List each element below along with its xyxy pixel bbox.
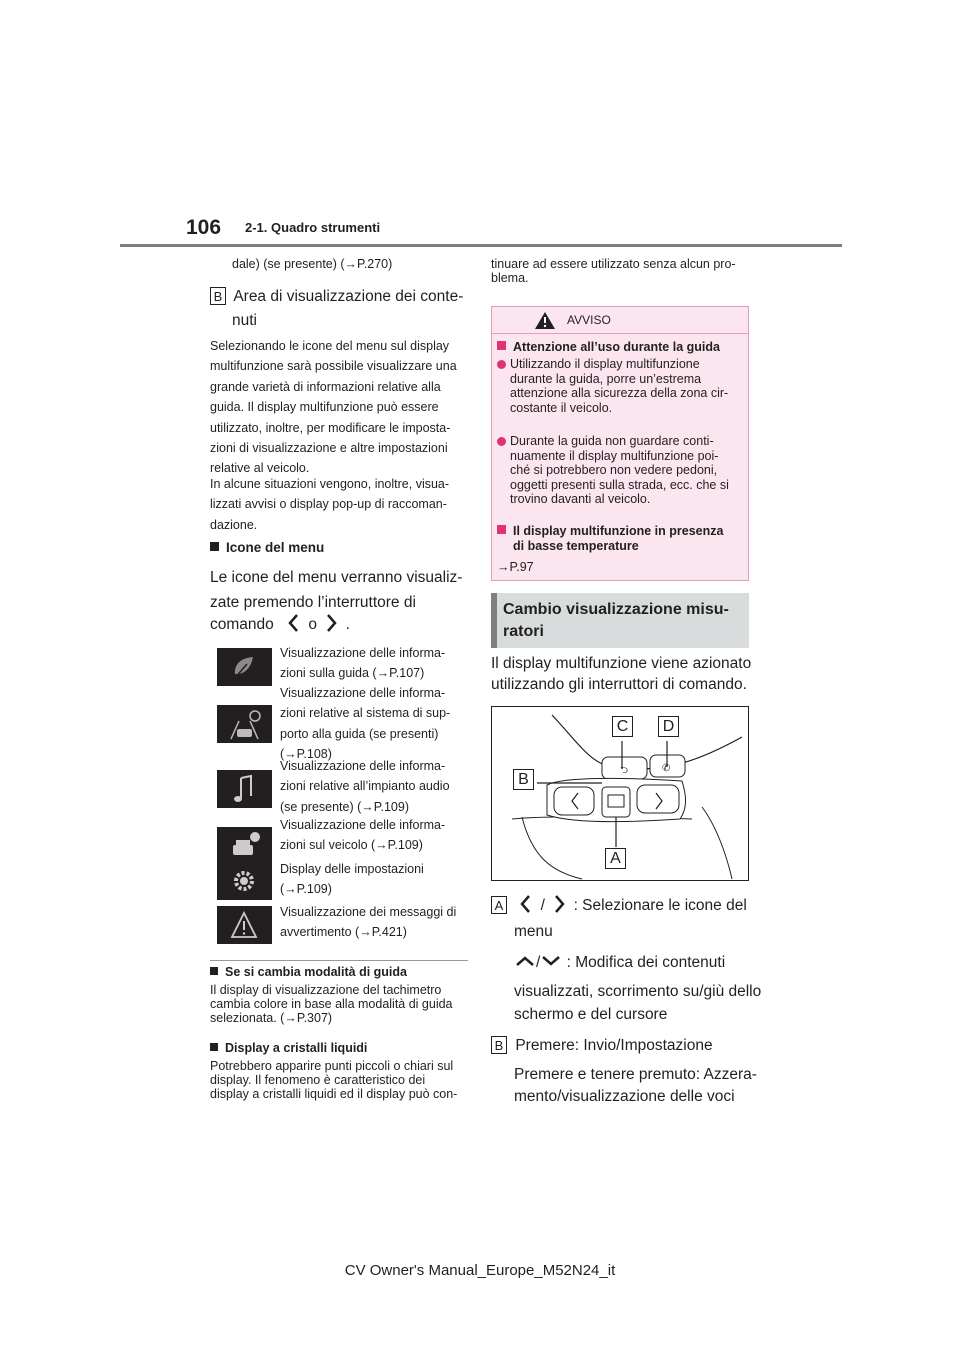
menu-item-5 (280, 859, 424, 900)
notes-separator (210, 960, 468, 961)
menu-item-text: avvertimento (→P.421) (280, 925, 407, 940)
warning-line: nuamente il display multifunzione poi- (510, 448, 719, 463)
callout-a: A (605, 848, 626, 869)
continued-line: blema. (491, 271, 529, 285)
menu-item-text: zioni relative al sistema di sup- (280, 706, 451, 721)
menu-item-text: zioni relative all’impianto audio (280, 779, 450, 794)
paragraph-2-line: dazione. (210, 517, 258, 532)
warning-line: trovino davanti al veicolo. (510, 492, 651, 506)
note-line: Potrebbero apparire punti piccoli o chiari sul (210, 1059, 454, 1073)
leaf-icon (217, 648, 272, 686)
warning-title: AVVISO (567, 313, 611, 327)
warning-triangle-icon (534, 311, 556, 330)
paragraph-1-line: multifunzione sarà possibile visualizzare una (210, 359, 457, 374)
menu-item-text: (→P.108) (280, 747, 332, 762)
note1-title: Se si cambia modalità di guida (210, 965, 407, 980)
intro-line: Il display multifunzione viene azionato (491, 655, 752, 672)
paragraph-1-line: zioni di visualizzazione e altre impostazioni (210, 441, 448, 456)
chevron-down-icon (540, 953, 562, 969)
menu-item-text: porto alla guida (se presenti) (280, 726, 439, 741)
header-rule (120, 244, 842, 247)
menu-item-6 (280, 902, 456, 943)
chevron-right-icon (321, 612, 341, 634)
paragraph-1-line: guida. Il display multifunzione può essere (210, 400, 439, 415)
menu-item-1 (280, 643, 445, 684)
warning-line: oggetti presenti sulla strada, ecc. che si (510, 477, 729, 492)
menu-item-text: zioni sul veicolo (→P.109) (280, 838, 423, 853)
icons-intro-line3: comando o . (210, 612, 350, 634)
menu-item-text: (se presente) (→P.109) (280, 799, 409, 814)
icons-intro-line: zate premendo l’interruttore di (210, 594, 416, 611)
menu-item-text: zioni sulla guida (→P.107) (280, 666, 425, 681)
b-line3: mento/visualizzazione delle voci (514, 1088, 735, 1105)
note-line: display a cristalli liquidi ed il display può con- (210, 1087, 458, 1101)
paragraph-1-line: relative al veicolo. (210, 461, 310, 476)
section-heading-bar (491, 593, 497, 648)
warning-ref: →P.97 (497, 560, 534, 574)
paragraph-1-line: Selezionando le icone del menu sul display (210, 339, 450, 353)
b-line2: Premere e tenere premuto: Azzera- (514, 1066, 757, 1083)
warning-line: ché si potrebbero non vedere pedoni, (510, 463, 718, 477)
square-bullet-icon (497, 341, 506, 350)
paragraph-1-line: grande varietà di informazioni relative alla (210, 379, 441, 394)
page-footer: CV Owner's Manual_Europe_M52N24_it (344, 1262, 616, 1279)
continued-line: tinuare ad essere utilizzato senza alcun pro- (491, 257, 736, 271)
a-line4: visualizzati, scorrimento su/giù dello (514, 983, 762, 1000)
menu-item-4 (280, 815, 445, 856)
menu-item-text: Display delle impostazioni (280, 862, 424, 876)
warning-sub2-line2: di basse temperature (513, 539, 639, 553)
chevron-right-icon (549, 893, 569, 915)
page-number: 106 (186, 216, 222, 239)
b-title-line1: Area di visualizzazione dei conte- (233, 288, 464, 305)
paragraph-2-line: lizzati avvisi o display pop-up di raccoman- (210, 497, 447, 512)
note2-title: Display a cristalli liquidi (210, 1041, 367, 1056)
warning-bullet2 (510, 434, 729, 507)
menu-item-3 (280, 756, 450, 817)
callout-d: D (658, 716, 679, 737)
icons-intro-line: Le icone del menu verranno visualiz- (210, 569, 463, 586)
icons-intro (210, 565, 462, 615)
warning-bullet1 (510, 357, 728, 415)
steering-switch-diagram (491, 706, 749, 881)
chevron-up-icon (514, 953, 536, 969)
b-line1: B Premere: Invio/Impostazione (491, 1036, 713, 1055)
note-line: display. Il fenomeno è caratteristico dei (210, 1073, 426, 1087)
menu-item-text: Visualizzazione dei messaggi di (280, 905, 457, 919)
warning-sub2: Il display multifunzione in presenza di basse temperature (497, 524, 723, 554)
note1-body (210, 983, 453, 1025)
warning-line: Utilizzando il display multifunzione (510, 357, 700, 371)
section-title: 2-1. Quadro strumenti (245, 220, 381, 235)
b-label-box: B (210, 287, 226, 305)
paragraph-2-line: In alcune situazioni vengono, inoltre, visua- (210, 477, 450, 491)
warning-triangle-icon (217, 906, 272, 944)
menu-item-text: Visualizzazione delle informa- (280, 646, 446, 660)
note-line: Il display di visualizzazione del tachimetro (210, 983, 442, 997)
section-heading (503, 599, 729, 643)
dot-bullet-icon (497, 360, 506, 369)
right-continued (491, 257, 736, 285)
warning-header (491, 306, 749, 334)
a-line3: / : Modifica dei contenuti (514, 953, 725, 972)
svg-text:✆: ✆ (662, 763, 671, 774)
note2-body (210, 1059, 457, 1101)
svg-text:⮌: ⮌ (620, 765, 629, 776)
warning-line: attenzione alla sicurezza della zona cir- (510, 386, 729, 400)
paragraph-1 (210, 336, 457, 479)
driving-support-icon (217, 705, 272, 743)
menu-item-text: Visualizzazione delle informa- (280, 759, 446, 773)
vehicle-info-icon (217, 827, 272, 865)
intro-text (491, 654, 751, 695)
a-line1: A / : Selezionare le icone del (491, 893, 747, 915)
menu-item-2 (280, 683, 450, 765)
intro-line: utilizzando gli interruttori di comando. (491, 675, 747, 693)
menu-item-text: Visualizzazione delle informa- (280, 686, 446, 700)
note-line: cambia colore in base alla modalità di guida (210, 997, 453, 1011)
a-label-box: A (491, 896, 507, 914)
square-bullet-icon (210, 542, 219, 551)
chevron-left-icon (516, 893, 536, 915)
a-line2: menu (514, 923, 553, 940)
continued-line: dale) (se presente) (→P.270) (232, 257, 393, 271)
b-title (210, 287, 463, 306)
warning-line: costante il veicolo. (510, 400, 613, 415)
b-title-line2: nuti (232, 312, 257, 329)
gear-icon (217, 862, 272, 900)
warning-sub1: Attenzione all’uso durante la guida (497, 340, 720, 355)
warning-line: Durante la guida non guardare conti- (510, 434, 714, 448)
a-line5: schermo e del cursore (514, 1006, 668, 1023)
menu-item-text: Visualizzazione delle informa- (280, 818, 446, 832)
section-heading-line: Cambio visualizzazione misu- (503, 601, 729, 618)
section-heading-line: ratori (503, 623, 544, 640)
square-bullet-icon (210, 967, 218, 975)
music-note-icon (217, 770, 272, 808)
note-line: selezionata. (→P.307) (210, 1011, 333, 1025)
paragraph-1-line: utilizzato, inoltre, per modificare le imposta- (210, 420, 451, 435)
square-bullet-icon (497, 525, 506, 534)
square-bullet-icon (210, 1043, 218, 1051)
icons-heading: Icone del menu (210, 540, 324, 555)
chevron-left-icon (284, 612, 304, 634)
callout-c: C (612, 716, 633, 737)
menu-item-text: (→P.109) (280, 882, 332, 897)
dot-bullet-icon (497, 437, 506, 446)
callout-b: B (513, 769, 534, 790)
paragraph-2 (210, 474, 449, 535)
warning-line: durante la guida, porre un’estrema (510, 371, 702, 386)
b-label-box-right: B (491, 1036, 507, 1054)
